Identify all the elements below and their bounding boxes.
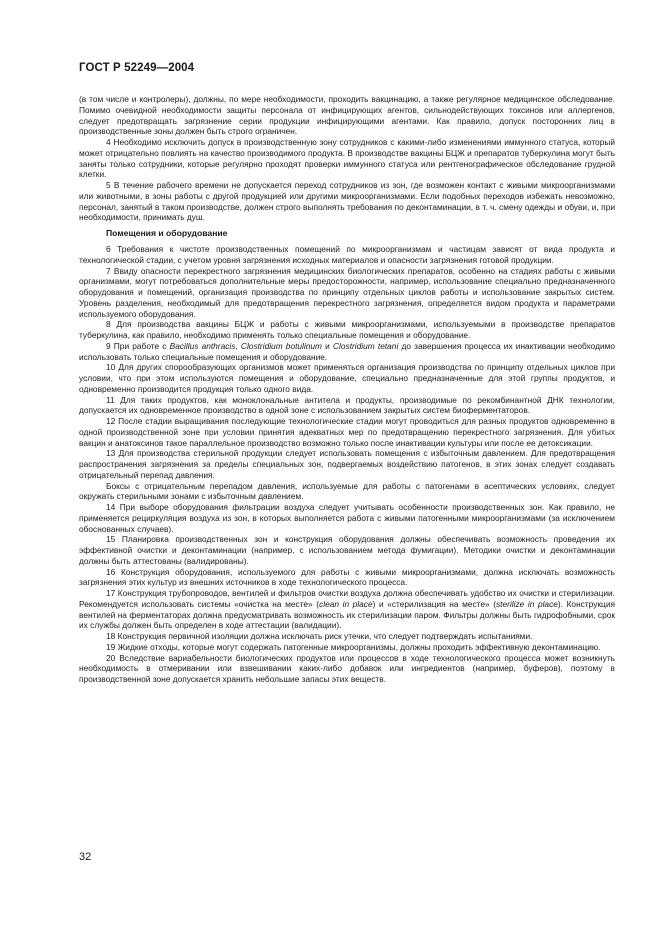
paragraph-13: 13 Для производства стерильной продукции следует использовать помещения с избыточным давлением. Для предотвращения распространения загрязнения за пределы специальных зон, подвергаемых воздействию патогенов, в этих зонах следует создавать отрицательный перепад давления. bbox=[79, 448, 615, 480]
paragraph-9-text-a: 9 При работе с bbox=[106, 340, 170, 351]
paragraph-16: 16 Конструкция оборудования, используемого для работы с живыми микроорганизмами, должна исключать возможность загрязнения этих культур из внешних источников в ходе технологического процесса. bbox=[79, 566, 615, 588]
paragraph-continued: (в том числе и контролеры), должны, по мере необходимости, проходить вакцинацию, а также регулярное медицинское обследование. Помимо очевидной необходимости защиты персонала от инфицирующих агентов, сильнодействующих токсинов или аллергенов, следует предотвращать загрязнение серии продукции инфицирующими агентами. Как правило, допуск посторонних лиц в производственные зоны должен быть строго ограничен. bbox=[79, 94, 615, 137]
paragraph-12: 12 После стадии выращивания последующие технологические стадии могут проводиться для разных продуктов одновременно в одной производственной зоне при условии принятия адекватных мер по предотвращению перекрестного загрязнения. Для убитых вакцин и анатоксинов такое параллельное производство возможно только после инактивации культуры или после ее детоксикации. bbox=[79, 416, 615, 448]
paragraph-8: 8 Для производства вакцины БЦЖ и работы с живыми микроорганизмами, используемыми в производстве препаратов туберкулина, как правило, необходимо применять только специальные помещения и оборудование. bbox=[79, 319, 615, 340]
species-name: Clostridium botulinum bbox=[240, 340, 322, 351]
paragraph-9-text-d: до завершения процесса их инактивации необходимо использовать только специальные помещения и оборудование. bbox=[79, 340, 615, 362]
paragraph-10: 10 Для других спорообразующих организмов может применяться организация производства по принципу отдельных циклов при условии, что при этом используются помещения и оборудование, специально предназначенные для этой группы продуктов, и одновременно производится продукция только одного вида. bbox=[79, 362, 615, 394]
paragraph-20: 20 Вследствие вариабельности биологических продуктов или процессов в ходе технологического процесса может возникнуть необходимость в отмеривании или взвешивании каких-либо добавок или ингредиентов (например, буферов), поэтому в производственной зоне допускается хранить небольшие запасы этих веществ. bbox=[79, 652, 615, 684]
paragraph-9-text-b: , bbox=[235, 340, 241, 351]
paragraph-7: 7 Ввиду опасности перекрестного загрязнения медицинских биологических препаратов, особенно на стадиях работы с живыми организмами, могут потребоваться дополнительные меры предосторожности, например, использование специально предназначенного оборудования и помещений, организация производства по принципу отдельных циклов работы и использование закрытых систем. Уровень разделения, необходимый для предотвращения перекрестного загрязнения, определяется видом продукта и параметрами используемого оборудования. bbox=[79, 265, 615, 319]
paragraph-17-text-b: ) и «стерилизация на месте» ( bbox=[372, 598, 496, 609]
section-title: Помещения и оборудование bbox=[106, 228, 228, 238]
paragraph-6: 6 Требования к чистоте производственных помещений по микроорганизмам и частицам зависят от вида продукта и технологической стадии, с учетом уровня загрязнения исходных материалов и опасности загрязнения готовой продукции. bbox=[79, 244, 615, 265]
paragraph-4: 4 Необходимо исключить допуск в производственную зону сотрудников с какими-либо изменениями иммунного статуса, который может отрицательно повлиять на качество производимого продукта. В производстве вакцины БЦЖ и препаратов туберкулина могут быть заняты только сотрудники, которые регулярно проходят проверки иммунного статуса или рентгенографическое обследование грудной клетки. bbox=[79, 137, 615, 180]
paragraph-17-text-c: ). Конструкция вентилей на ферментаторах должна предусматривать возможность их стерилизации паром. Фильтры должны быть гидрофобными, срок их службы должен быть определен в ходе аттестации (валидации). bbox=[79, 598, 615, 631]
document-header: ГОСТ Р 52249—2004 bbox=[79, 62, 195, 74]
paragraph-9-text-c: и bbox=[322, 340, 333, 351]
paragraph-17-text-a: 17 Конструкция трубопроводов, вентилей и фильтров очистки воздуха должна обеспечивать удобство их очистки и стерилизации. Рекомендуется использовать системы «очистка на месте» ( bbox=[79, 588, 615, 609]
paragraph-5: 5 В течение рабочего времени не допускается переход сотрудников из зон, где возможен контакт с живыми микроорганизмами или животными, в зоны работы с другой продукцией или другими микроорганизмами. Если подобных переходов избежать невозможно, персонал, занятый в таком производстве, должен строго выполнять требования по деконтаминации, в т. ч. смену одежды и обуви, и, при необходимости, принимать душ. bbox=[79, 180, 615, 223]
paragraph-9 bbox=[79, 341, 615, 363]
term-english: sterilize in place bbox=[496, 598, 558, 609]
paragraph-17 bbox=[79, 588, 615, 631]
paragraph-18: 18 Конструкция первичной изоляции должна исключать риск утечки, что следует подтверждать испытаниями. bbox=[106, 631, 533, 641]
paragraph-14: 14 При выборе оборудования фильтрации воздуха следует учитывать особенности производственных зон. Как правило, не применяется рециркуляция воздуха из зон, в которых выполняется работа с живыми патогенными микроорганизмами (за исключением обоснованных случаев). bbox=[79, 502, 615, 534]
species-name: Clostridium tetani bbox=[333, 340, 399, 351]
document-body bbox=[79, 94, 615, 685]
paragraph-13b: Боксы с отрицательным перепадом давления, используемые для работы с патогенами в асептических условиях, следует окружать стерильными зонами с избыточным давлением. bbox=[79, 480, 615, 502]
species-name: Bacillus anthracis bbox=[169, 340, 236, 351]
paragraph-15: 15 Планировка производственных зон и конструкция оборудования должны обеспечивать возможность проведения их эффективной очистки и деконтаминации (например, с использованием метода фумигации). Методики очистки и деконтаминации должны быть аттестованы (валидированы). bbox=[79, 534, 615, 566]
paragraph-11: 11 Для таких продуктов, как моноклональные антитела и продукты, производимые по рекомбинантной ДНК технологии, допускается их одновременное производство в одной зоне с использованием закрытых систем биоферментаторов. bbox=[79, 394, 615, 416]
paragraph-19: 19 Жидкие отходы, которые могут содержать патогенные микроорганизмы, должны проходить эффективную деконтаминацию. bbox=[106, 641, 601, 652]
page-number: 32 bbox=[79, 851, 92, 863]
term-english: clean in place bbox=[319, 598, 373, 609]
